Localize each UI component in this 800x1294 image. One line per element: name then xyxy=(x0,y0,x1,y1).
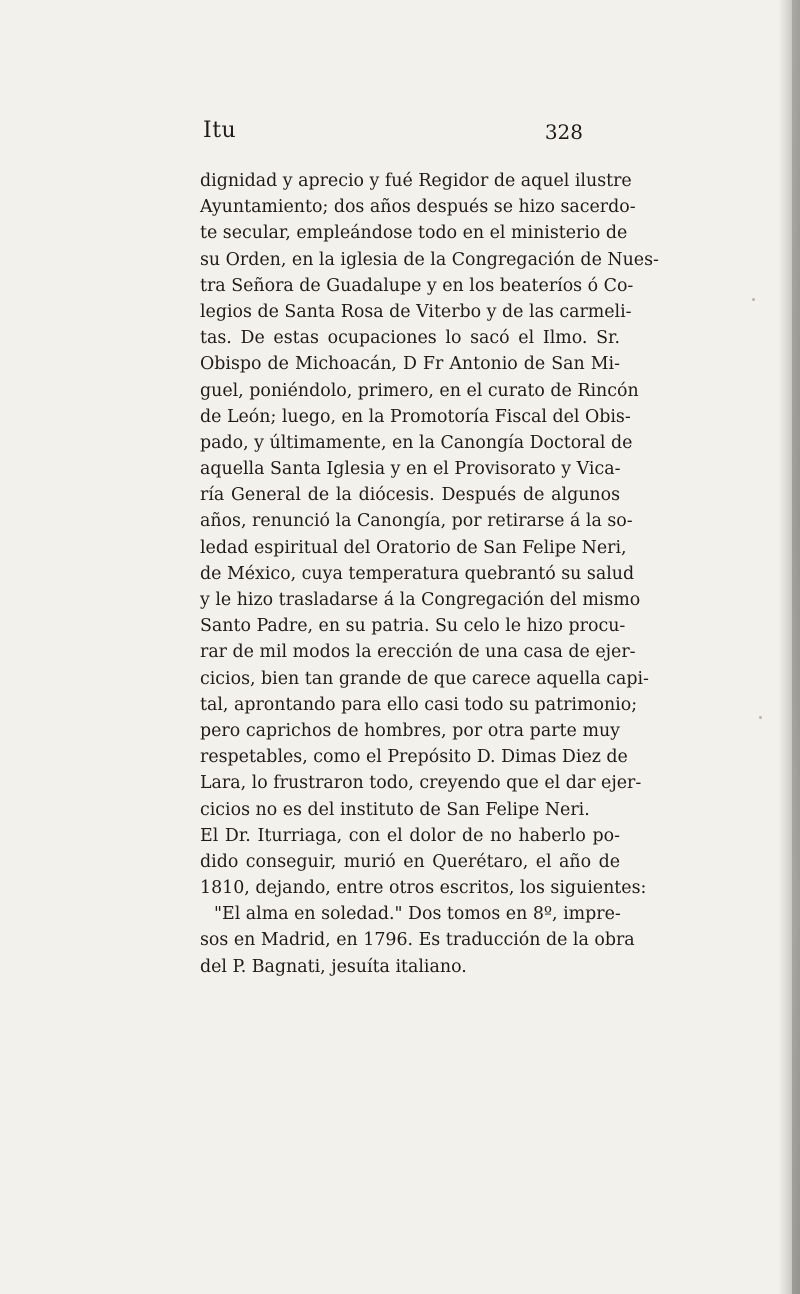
text-line: años, renunció la Canongía, por retirarse á la so- xyxy=(200,511,633,532)
page-header xyxy=(203,118,583,152)
text-line: de León; luego, en la Promotoría Fiscal del Obis- xyxy=(200,406,631,427)
text-line: dido conseguir, murió en Querétaro, el año de xyxy=(200,851,620,872)
text-line: Santo Padre, en su patria. Su celo le hizo procu- xyxy=(200,616,626,637)
text-line: sos en Madrid, en 1796. Es traducción de la obra xyxy=(200,930,635,951)
text-line: pado, y últimamente, en la Canongía Doctoral de xyxy=(200,432,633,453)
text-line: tra Señora de Guadalupe y en los beateríos ó Co- xyxy=(200,275,634,296)
text-line: "El alma en soledad." Dos tomos en 8º, impre- xyxy=(214,904,621,925)
text-line: y le hizo trasladarse á la Congregación del mismo xyxy=(200,590,641,610)
text-line: pero caprichos de hombres, por otra parte muy xyxy=(200,720,620,741)
text-line: rar de mil modos la erección de una casa de ejer- xyxy=(200,642,636,663)
text-line: tas. De estas ocupaciones lo sacó el Ilmo. Sr. xyxy=(200,328,620,349)
running-head: Itu xyxy=(203,118,237,143)
text-line: de México, cuya temperatura quebrantó su salud xyxy=(200,563,635,584)
text-line: ledad espiritual del Oratorio de San Felipe Neri, xyxy=(200,537,627,558)
text-line: su Orden, en la iglesia de la Congregación de Nues- xyxy=(200,249,659,270)
text-line: El Dr. Iturriaga, con el dolor de no haberlo po- xyxy=(200,825,620,846)
page-number: 328 xyxy=(544,120,583,144)
text-line: legios de Santa Rosa de Viterbo y de las carmeli- xyxy=(200,301,632,322)
text-line: del P. Bagnati, jesuíta italiano. xyxy=(200,956,467,977)
text-line: Ayuntamiento; dos años después se hizo sacerdo- xyxy=(200,197,636,218)
page-edge xyxy=(792,0,800,1294)
text-line: aquella Santa Iglesia y en el Provisorato y Vica- xyxy=(200,459,621,480)
text-line: Lara, lo frustraron todo, creyendo que el dar ejer- xyxy=(200,773,642,794)
body-text xyxy=(200,168,659,980)
text-line: guel, poniéndolo, primero, en el curato de Rincón xyxy=(200,380,639,401)
text-line: cicios no es del instituto de San Felipe Neri. xyxy=(200,799,590,820)
text-line: ría General de la diócesis. Después de algunos xyxy=(200,485,620,506)
text-line: Obispo de Michoacán, D Fr Antonio de San Mi- xyxy=(200,354,620,375)
paper-speck xyxy=(759,716,762,719)
text-line: dignidad y aprecio y fué Regidor de aquel ilustre xyxy=(200,171,632,191)
paper-speck xyxy=(752,298,755,301)
text-line: te secular, empleándose todo en el ministerio de xyxy=(200,223,628,244)
text-line: respetables, como el Prepósito D. Dimas Diez de xyxy=(200,747,628,768)
text-line: tal, aprontando para ello casi todo su patrimonio; xyxy=(200,694,638,715)
text-line: cicios, bien tan grande de que carece aquella capi- xyxy=(200,668,649,689)
text-line: 1810, dejando, entre otros escritos, los siguientes: xyxy=(200,878,647,899)
